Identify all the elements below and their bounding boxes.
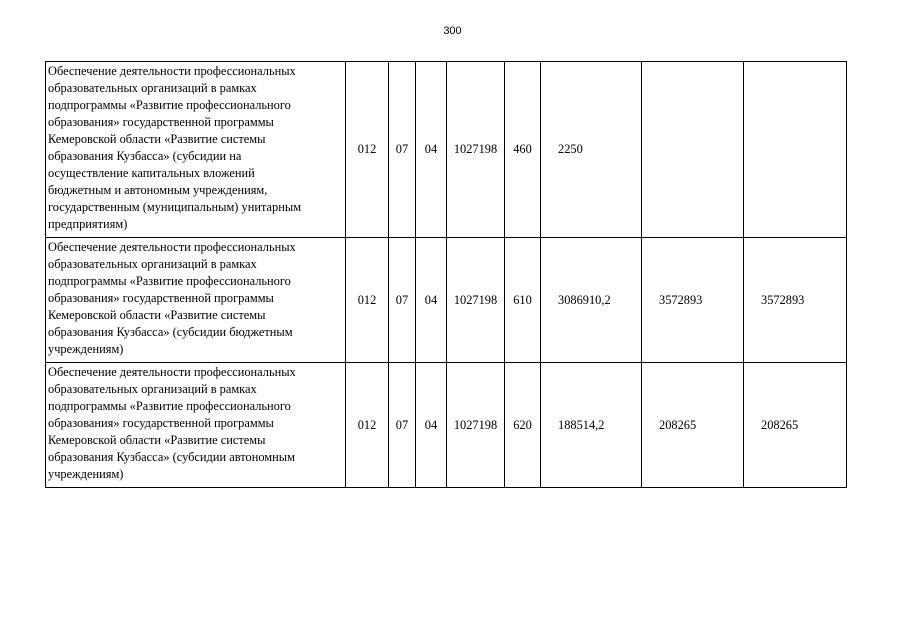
description-line: Обеспечение деятельности профессиональных xyxy=(48,365,296,379)
description-line: государственным (муниципальным) унитарным xyxy=(48,200,302,214)
amount-year-1-cell xyxy=(541,62,642,238)
description-line: образования» государственной программы xyxy=(48,115,274,129)
description-line: подпрограммы «Развитие профессионального xyxy=(48,274,291,288)
description-line: Обеспечение деятельности профессиональных xyxy=(48,240,296,254)
amount-value: 208265 xyxy=(659,417,697,432)
description-line: образования Кузбасса» (субсидии бюджетным xyxy=(48,325,293,339)
amount-year-2-cell xyxy=(642,238,744,363)
amount-year-3-cell xyxy=(744,62,847,238)
amount-year-2-cell xyxy=(642,62,744,238)
description-line: Кемеровской области «Развитие системы xyxy=(48,132,266,146)
ministry-code-cell: 012 xyxy=(346,238,389,363)
ministry-code-cell: 012 xyxy=(346,62,389,238)
description-line: осуществление капитальных вложений xyxy=(48,166,255,180)
description-cell xyxy=(46,238,346,363)
description-line: образования Кузбасса» (субсидии на xyxy=(48,149,242,163)
description-line: учреждениям) xyxy=(48,467,124,481)
description-line: образовательных организаций в рамках xyxy=(48,81,257,95)
description-cell xyxy=(46,62,346,238)
target-article-cell: 1027198 xyxy=(447,363,505,488)
description-cell xyxy=(46,363,346,488)
description-line: учреждениям) xyxy=(48,342,124,356)
amount-value: 188514,2 xyxy=(558,417,605,432)
amount-value: 2250 xyxy=(558,142,583,156)
description-line: Кемеровской области «Развитие системы xyxy=(48,308,266,322)
table-row xyxy=(46,62,847,238)
expense-type-cell: 460 xyxy=(505,62,541,238)
section-code-cell: 07 xyxy=(389,238,416,363)
section-code-cell: 07 xyxy=(389,62,416,238)
description-line: образования» государственной программы xyxy=(48,416,274,430)
description-line: образовательных организаций в рамках xyxy=(48,382,257,396)
description-line: образования» государственной программы xyxy=(48,291,274,305)
amount-year-3-cell xyxy=(744,363,847,488)
description-line: Обеспечение деятельности профессиональных xyxy=(48,64,296,78)
amount-value: 3572893 xyxy=(761,292,805,307)
budget-table xyxy=(45,61,847,488)
amount-value: 3572893 xyxy=(659,292,703,307)
subsection-code-cell: 04 xyxy=(416,238,447,363)
amount-year-1-cell xyxy=(541,238,642,363)
expense-type-cell: 610 xyxy=(505,238,541,363)
section-code-cell: 07 xyxy=(389,363,416,488)
description-line: образовательных организаций в рамках xyxy=(48,257,257,271)
target-article-cell: 1027198 xyxy=(447,238,505,363)
amount-year-2-cell xyxy=(642,363,744,488)
amount-year-3-cell xyxy=(744,238,847,363)
ministry-code-cell: 012 xyxy=(346,363,389,488)
amount-value: 208265 xyxy=(761,417,799,432)
table-row xyxy=(46,238,847,363)
description-line: Кемеровской области «Развитие системы xyxy=(48,433,266,447)
table-row xyxy=(46,363,847,488)
amount-year-1-cell xyxy=(541,363,642,488)
amount-value: 3086910,2 xyxy=(558,292,611,307)
page-number: 300 xyxy=(443,25,462,37)
description-line: предприятиям) xyxy=(48,217,128,231)
description-line: бюджетным и автономным учреждениям, xyxy=(48,183,268,197)
description-line: подпрограммы «Развитие профессионального xyxy=(48,98,291,112)
description-line: подпрограммы «Развитие профессионального xyxy=(48,399,291,413)
subsection-code-cell: 04 xyxy=(416,363,447,488)
subsection-code-cell: 04 xyxy=(416,62,447,238)
expense-type-cell: 620 xyxy=(505,363,541,488)
target-article-cell: 1027198 xyxy=(447,62,505,238)
description-line: образования Кузбасса» (субсидии автономным xyxy=(48,450,295,464)
table-body xyxy=(46,62,847,488)
